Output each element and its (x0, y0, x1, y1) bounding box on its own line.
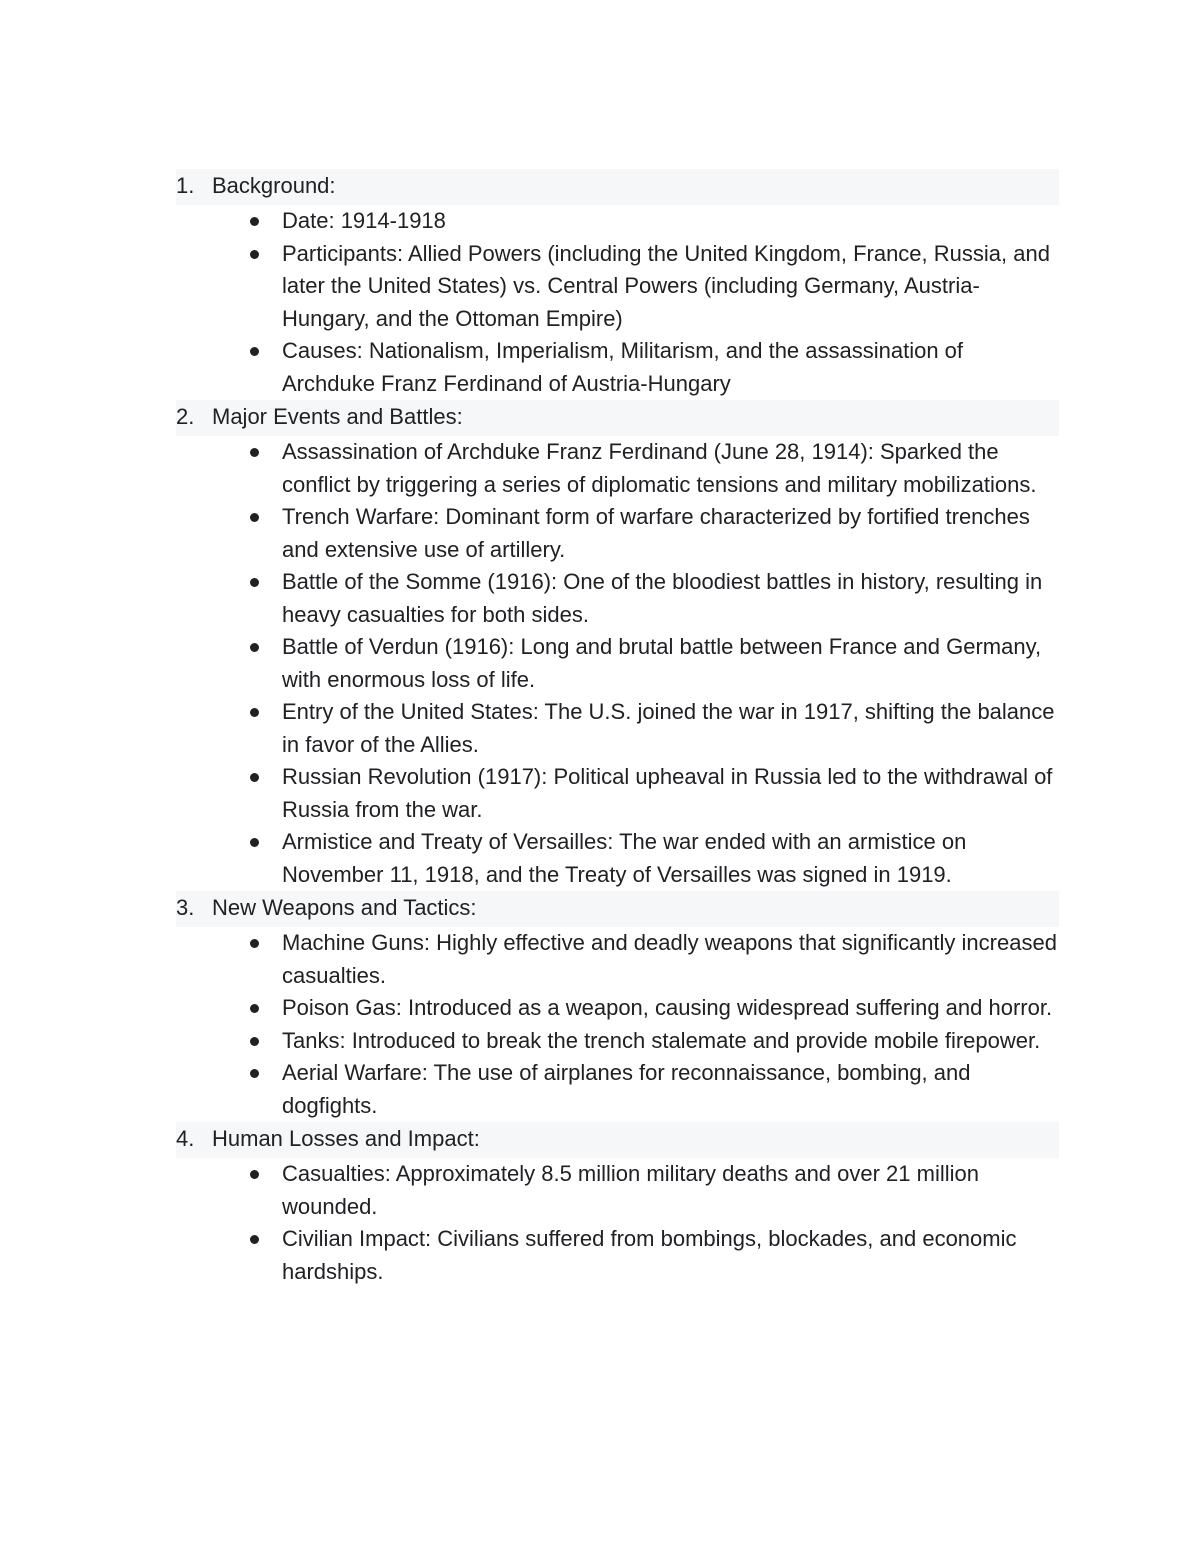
list-item (176, 1223, 1059, 1288)
list-item (176, 566, 1059, 631)
list-item (176, 826, 1059, 891)
list-item-text: Poison Gas: Introduced as a weapon, causing widespread suffering and horror. (282, 995, 1053, 1020)
outline-list (176, 169, 1059, 1288)
bullet-list (176, 205, 1059, 400)
list-item-text: Date: 1914-1918 (282, 208, 446, 233)
section-number: 1. (176, 173, 195, 198)
section-weapons-tactics (176, 891, 1059, 1122)
list-item-text: Casualties: Approximately 8.5 million military deaths and over 21 million wounded. (282, 1161, 979, 1219)
list-item (176, 631, 1059, 696)
list-item (176, 1057, 1059, 1122)
bullet-icon (250, 1170, 259, 1179)
bullet-icon (250, 1004, 259, 1013)
section-heading (176, 169, 1059, 205)
list-item-text: Trench Warfare: Dominant form of warfare characterized by fortified trenches and extensive use of artillery. (282, 504, 1030, 562)
list-item (176, 1158, 1059, 1223)
bullet-icon (250, 513, 259, 522)
section-number: 3. (176, 895, 195, 920)
list-item (176, 205, 1059, 238)
list-item (176, 696, 1059, 761)
list-item (176, 501, 1059, 566)
list-item (176, 238, 1059, 336)
list-item-text: Tanks: Introduced to break the trench stalemate and provide mobile firepower. (282, 1027, 1041, 1053)
list-item-text: Participants: Allied Powers (including the United Kingdom, France, Russia, and later the United States) vs. Central Powers (including Germany, Austria-Hungary, and the Ottoman Empire) (282, 240, 1050, 331)
section-background (176, 169, 1059, 400)
bullet-icon (250, 939, 259, 948)
list-item-text: Assassination of Archduke Franz Ferdinand (June 28, 1914): Sparked the conflict by triggering a series of diplomatic tensions and military mobilizations. (282, 439, 1037, 497)
section-heading (176, 400, 1059, 436)
bullet-icon (250, 1069, 259, 1078)
bullet-icon (250, 1037, 259, 1046)
bullet-icon (250, 708, 259, 717)
bullet-list (176, 436, 1059, 891)
list-item (176, 927, 1059, 992)
list-item (176, 761, 1059, 826)
bullet-icon (250, 1235, 259, 1244)
list-item (176, 335, 1059, 400)
list-item-text: Entry of the United States: The U.S. joined the war in 1917, shifting the balance in favor of the Allies. (282, 699, 1055, 757)
section-title: New Weapons and Tactics: (212, 895, 477, 920)
list-item-text: Civilian Impact: Civilians suffered from bombings, blockades, and economic hardships. (282, 1226, 1017, 1284)
bullet-list (176, 1158, 1059, 1288)
bullet-icon (250, 347, 259, 356)
section-number: 4. (176, 1126, 195, 1151)
list-item-text: Armistice and Treaty of Versailles: The war ended with an armistice on November 11, 1918, and the Treaty of Versailles was signed in 1919. (282, 829, 967, 887)
list-item (176, 436, 1059, 501)
list-item (176, 992, 1059, 1025)
section-human-losses (176, 1122, 1059, 1288)
bullet-icon (250, 578, 259, 587)
bullet-icon (250, 217, 259, 226)
bullet-icon (250, 838, 259, 847)
list-item-text: Russian Revolution (1917): Political upheaval in Russia led to the withdrawal of Russia from the war. (282, 764, 1053, 822)
bullet-icon (250, 773, 259, 782)
section-title: Major Events and Battles: (212, 404, 463, 429)
section-heading (176, 1122, 1059, 1158)
bullet-list (176, 927, 1059, 1122)
list-item (176, 1025, 1059, 1058)
section-number: 2. (176, 404, 195, 429)
section-heading (176, 891, 1059, 927)
list-item-text: Aerial Warfare: The use of airplanes for reconnaissance, bombing, and dogfights. (282, 1060, 971, 1118)
bullet-icon (250, 250, 259, 259)
section-major-events (176, 400, 1059, 891)
list-item-text: Machine Guns: Highly effective and deadly weapons that significantly increased casualties. (282, 930, 1057, 988)
list-item-text: Battle of Verdun (1916): Long and brutal battle between France and Germany, with enormous loss of life. (282, 634, 1042, 692)
list-item-text: Battle of the Somme (1916): One of the bloodiest battles in history, resulting in heavy casualties for both sides. (282, 569, 1043, 627)
section-title: Background: (212, 173, 336, 198)
bullet-icon (250, 643, 259, 652)
section-title: Human Losses and Impact: (212, 1126, 480, 1151)
bullet-icon (250, 448, 259, 457)
list-item-text: Causes: Nationalism, Imperialism, Militarism, and the assassination of Archduke Franz Ferdinand of Austria-Hungary (282, 338, 964, 396)
